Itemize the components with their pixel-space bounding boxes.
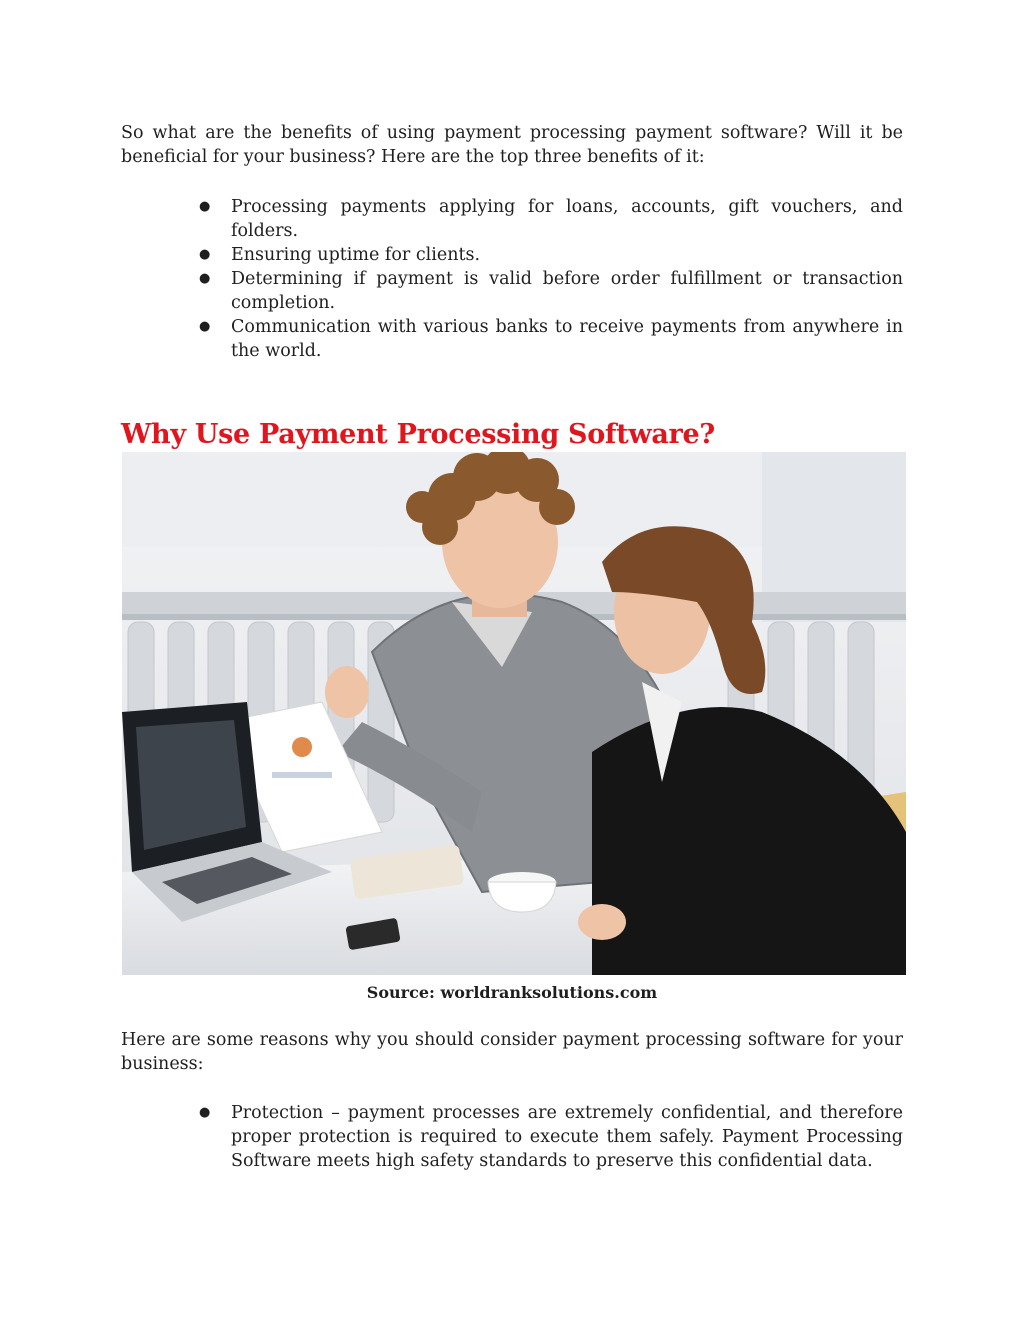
list-item: [199, 195, 903, 243]
list-item: [199, 1101, 903, 1173]
list-item-text: Communication with various banks to receive payments from anywhere in the world.: [231, 317, 903, 361]
bullet-icon: ●: [199, 199, 211, 214]
business-meeting-photo: [122, 452, 906, 975]
photo-caption: Source: worldranksolutions.com: [366, 983, 658, 1002]
list-item-text: Determining if payment is valid before order fulfillment or transaction completion.: [231, 269, 903, 313]
list-item: [199, 243, 903, 267]
reasons-intro-paragraph: Here are some reasons why you should consider payment processing software for your business:: [121, 1030, 903, 1074]
section-heading: Why Use Payment Processing Software?: [121, 419, 715, 450]
reasons-list: [199, 1101, 903, 1173]
list-item: [199, 315, 903, 363]
list-item: [199, 267, 903, 315]
bullet-icon: ●: [199, 1105, 211, 1120]
bullet-icon: ●: [199, 271, 211, 286]
bullet-icon: ●: [199, 319, 211, 334]
list-item-text: Protection – payment processes are extremely confidential, and therefore proper protection is required to execute them safely. Payment Processing Software meets high safety standards to preserve this confidential data.: [231, 1103, 903, 1171]
list-item-text: Processing payments applying for loans, accounts, gift vouchers, and folders.: [231, 197, 903, 241]
list-item-text: Ensuring uptime for clients.: [231, 245, 481, 265]
bullet-icon: ●: [199, 247, 211, 262]
intro-paragraph: So what are the benefits of using payment processing payment software? Will it be beneficial for your business? Here are the top three benefits of it:: [121, 123, 903, 167]
benefits-list: [199, 195, 903, 363]
